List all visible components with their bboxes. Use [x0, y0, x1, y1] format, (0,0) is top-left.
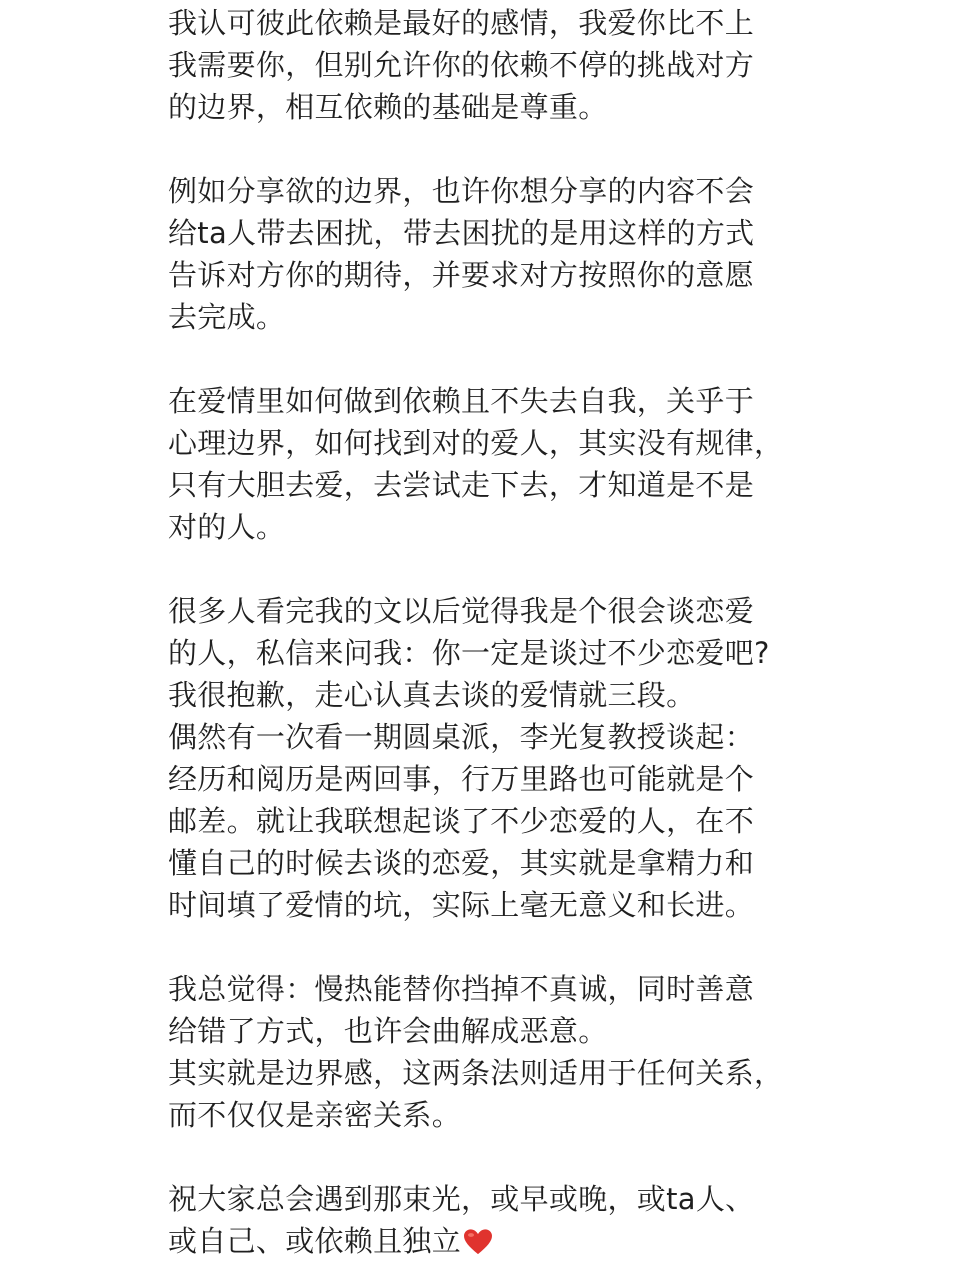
- text-line: 我需要你，但别允许你的依赖不停的挑战对方: [168, 48, 755, 82]
- text-line: 我很抱歉，走心认真去谈的爱情就三段。: [168, 678, 696, 712]
- text-line: 我认可彼此依赖是最好的感情，我爱你比不上: [168, 6, 755, 40]
- paragraph: [168, 1178, 808, 1262]
- text-line: 经历和阅历是两回事，行万里路也可能就是个: [168, 762, 755, 796]
- paragraph: [168, 380, 808, 548]
- paragraph: [168, 2, 808, 128]
- paragraph: [168, 590, 808, 926]
- text-line: 邮差。就让我联想起谈了不少恋爱的人，在不: [168, 804, 755, 838]
- text-line: 我总觉得：慢热能替你挡掉不真诚，同时善意: [168, 972, 755, 1006]
- text-line: 时间填了爱情的坑，实际上毫无意义和长进。: [168, 888, 755, 922]
- text-line: 在爱情里如何做到依赖且不失去自我，关乎于: [168, 384, 755, 418]
- text-line: 给错了方式，也许会曲解成恶意。: [168, 1014, 608, 1048]
- text-line: 偶然有一次看一期圆桌派，李光复教授谈起：: [168, 720, 755, 754]
- text-line: 去完成。: [168, 300, 286, 334]
- text-line: 很多人看完我的文以后觉得我是个很会谈恋爱: [168, 594, 755, 628]
- paragraph: [168, 968, 808, 1136]
- text-line: 的人，私信来问我：你一定是谈过不少恋爱吧?: [168, 636, 770, 670]
- text-line: 而不仅仅是亲密关系。: [168, 1098, 462, 1132]
- text-line: 只有大胆去爱，去尝试走下去，才知道是不是: [168, 468, 755, 502]
- text-line: 例如分享欲的边界，也许你想分享的内容不会: [168, 174, 755, 208]
- text-line: 的边界，相互依赖的基础是尊重。: [168, 90, 608, 124]
- text-line: 心理边界，如何找到对的爱人，其实没有规律，: [168, 426, 784, 460]
- text-line-with-heart: [168, 1220, 808, 1262]
- article-body: [168, 2, 808, 1262]
- text-line: 告诉对方你的期待，并要求对方按照你的意愿: [168, 258, 755, 292]
- text-line: 或自己、或依赖且独立: [168, 1224, 462, 1258]
- text-line: 给ta人带去困扰，带去困扰的是用这样的方式: [168, 216, 755, 250]
- heart-icon: [463, 1228, 493, 1256]
- text-line: 对的人。: [168, 510, 286, 544]
- text-line: 其实就是边界感，这两条法则适用于任何关系，: [168, 1056, 784, 1090]
- text-line: 懂自己的时候去谈的恋爱，其实就是拿精力和: [168, 846, 755, 880]
- paragraph: [168, 170, 808, 338]
- text-line: 祝大家总会遇到那束光，或早或晚，或ta人、: [168, 1182, 755, 1216]
